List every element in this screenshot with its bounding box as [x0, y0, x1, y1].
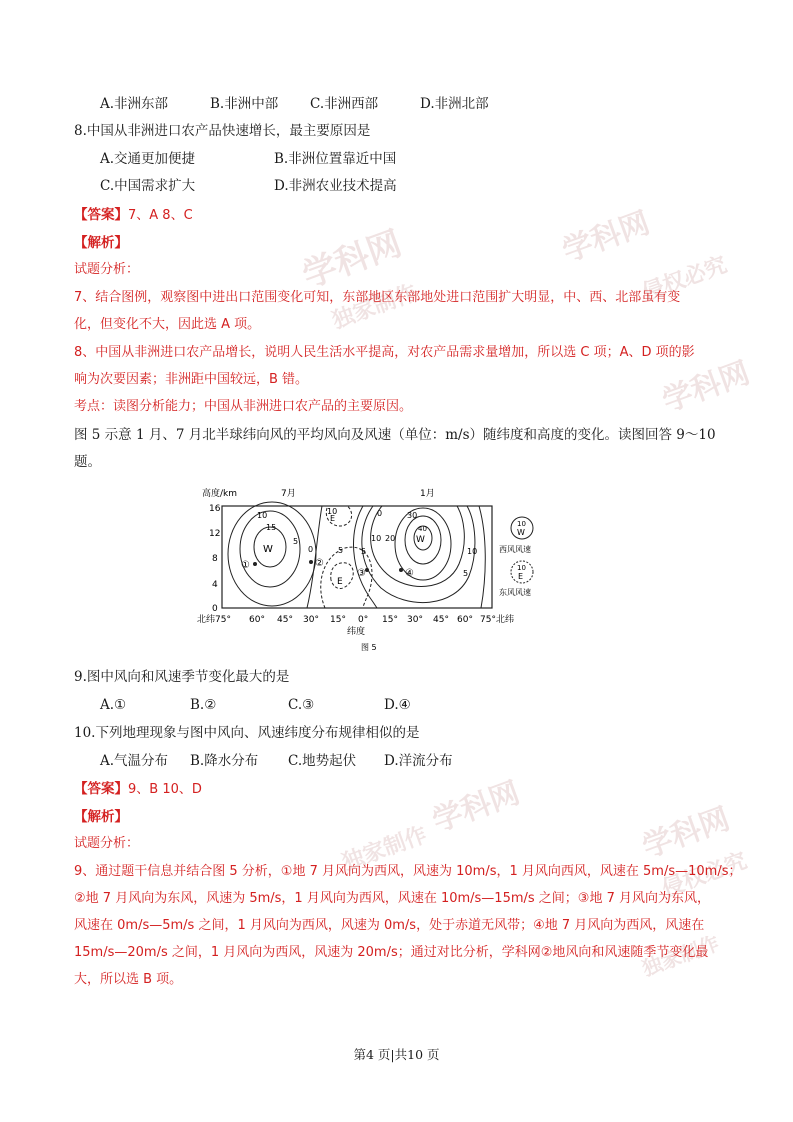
contour-value: 10 [327, 507, 338, 516]
contour-value: 15 [266, 523, 277, 532]
answer-text: 7、A 8、C [128, 208, 193, 223]
legend-east-text: 东风风速 [499, 588, 531, 597]
contour-value: 5 [361, 547, 367, 556]
analysis-label: 【解析】 [74, 809, 128, 825]
watermark-brand: 学科网 [427, 775, 525, 840]
q7-option-b: B.非洲中部 [210, 96, 279, 112]
q8-option-d: D.非洲农业技术提高 [274, 178, 397, 194]
figure-caption: 图 5 [361, 643, 377, 652]
explanation-7-line-1: 7、结合图例，观察图中进出口范围变化可知，东部地区东部地处进口范围扩大明显，中、西、北部虽有变 [74, 290, 681, 305]
x-tick: 30° [407, 615, 423, 625]
figure-intro-line-1: 图 5 示意 1 月、7 月北半球纬向风的平均风向及风速（单位：m/s）随纬度和高度的变化。读图回答 9～10 [74, 427, 716, 443]
contour-value: 20 [385, 534, 396, 543]
q10-option-a: A.气温分布 [100, 753, 169, 769]
q10-option-c: C.地势起伏 [288, 753, 357, 769]
exam-point-1: 考点：读图分析能力；中国从非洲进口农产品的主要原因。 [74, 399, 413, 414]
watermark-brand: 学科网 [637, 801, 735, 866]
y-tick: 4 [212, 580, 218, 590]
contour-value: 0 [377, 509, 383, 518]
explanation-9-line-5: 大，所以选 B 项。 [74, 972, 183, 987]
y-tick: 12 [209, 529, 221, 539]
contour-value: 5 [463, 569, 469, 578]
analysis-label: 【解析】 [74, 235, 128, 251]
explanation-7-line-2: 化，但变化不大，因此选 A 项。 [74, 317, 261, 332]
q7-option-a: A.非洲东部 [100, 96, 169, 112]
july-east-letter-upper: E [330, 514, 336, 523]
q8-option-a: A.交通更加便捷 [100, 151, 196, 167]
point-1-label: ① [241, 560, 250, 571]
x-tick: 30° [303, 615, 319, 625]
x-tick: 0° [358, 615, 369, 625]
x-tick: 15° [382, 615, 398, 625]
x-tick: 45° [433, 615, 449, 625]
q8-option-b: B.非洲位置靠近中国 [274, 151, 397, 167]
legend-west-value: 10 [517, 520, 526, 528]
x-tick: 75°北纬 [480, 615, 514, 625]
x-axis-title: 纬度 [347, 627, 366, 637]
y-axis-title: 高度/km [202, 489, 238, 499]
watermark-slogan: 独家制作 [329, 280, 421, 335]
contour-value: 5 [338, 546, 344, 555]
analysis-subtitle: 试题分析： [74, 836, 140, 851]
q7-option-c: C.非洲西部 [310, 96, 379, 112]
january-label: 1月 [420, 489, 435, 499]
point-2-label: ② [315, 558, 324, 569]
july-label: 7月 [281, 489, 296, 499]
contour-line [362, 506, 478, 603]
page-footer: 第4 页|共10 页 [353, 1047, 440, 1062]
figure-5-wind-diagram [197, 484, 557, 654]
q10-option-b: B.降水分布 [190, 753, 259, 769]
contour-value: 30 [407, 511, 418, 520]
y-tick: 0 [212, 604, 218, 614]
legend-east-value: 10 [517, 564, 526, 572]
point-marker [253, 562, 257, 566]
contour-line [307, 506, 322, 608]
watermark-rights: 侵权必究 [659, 848, 751, 903]
point-marker [399, 568, 403, 572]
explanation-9-line-2: ②地 7 月风向为东风，风速为 5m/s，1 月风向为西风，风速在 10m/s—15m/s 之间；③地 7 月风向为东风， [74, 891, 710, 906]
q10-option-d: D.洋流分布 [384, 753, 453, 769]
explanation-9-line-4: 15m/s—20m/s 之间，1 月风向为西风，风速为 20m/s；通过对比分析，学科网②地风向和风速随季节变化最 [74, 945, 709, 960]
watermark-slogan: 独家制作 [339, 822, 431, 877]
q9-option-c: C.③ [288, 697, 315, 713]
contour-value: 10 [371, 534, 382, 543]
watermark-brand: 学科网 [297, 223, 407, 297]
x-tick: 60° [249, 615, 265, 625]
contour-value: 40 [418, 525, 427, 533]
answer-line-2 [74, 780, 202, 799]
point-3-label: ③ [357, 568, 366, 579]
analysis-subtitle: 试题分析： [74, 262, 140, 277]
plot-frame [222, 506, 492, 608]
answer-line-1 [74, 206, 193, 225]
watermark-rights: 侵权必究 [639, 252, 731, 307]
answer-text: 9、B 10、D [128, 782, 202, 797]
watermark-brand: 学科网 [657, 355, 755, 420]
explanation-8-line-2: 响为次要因素；非洲距中国较远，B 错。 [74, 372, 309, 387]
answer-label: 【答案】 [74, 781, 128, 797]
legend-west-text: 西风风速 [499, 545, 531, 554]
y-tick: 8 [212, 554, 218, 564]
contour-line [371, 506, 465, 586]
q8-stem: 8.中国从非洲进口农产品快速增长，最主要原因是 [74, 123, 371, 139]
contour-value: 10 [467, 547, 478, 556]
contour-value: 0 [308, 545, 314, 554]
explanation-8-line-1: 8、中国从非洲进口农产品增长，说明人民生活水平提高，对农产品需求量增加，所以选 C 项；A、D 项的影 [74, 345, 695, 360]
contour-line [479, 506, 485, 608]
x-tick: 60° [457, 615, 473, 625]
q9-option-b: B.② [190, 697, 217, 713]
figure-intro-line-2: 题。 [74, 454, 101, 470]
explanation-9-line-1: 9、通过题干信息并结合图 5 分析，①地 7 月风向为西风，风速为 10m/s，1 月风向西风，风速在 5m/s—10m/s； [74, 864, 742, 879]
contour-value: 10 [257, 511, 268, 520]
watermark-slogan: 独家制作 [638, 930, 723, 981]
january-west-letter: W [416, 535, 425, 545]
q10-stem: 10.下列地理现象与图中风向、风速纬度分布规律相似的是 [74, 725, 420, 741]
x-tick: 15° [330, 615, 346, 625]
x-tick: 北纬75° [197, 615, 231, 625]
july-west-letter: W [263, 544, 273, 555]
q9-option-a: A.① [100, 697, 127, 713]
legend-west-letter: W [517, 528, 525, 537]
q9-stem: 9.图中风向和风速季节变化最大的是 [74, 669, 290, 685]
q8-option-c: C.中国需求扩大 [100, 178, 196, 194]
q9-option-d: D.④ [384, 697, 411, 713]
watermark-brand: 学科网 [557, 205, 655, 270]
contour-value: 5 [293, 537, 299, 546]
point-marker [309, 560, 313, 564]
answer-label: 【答案】 [74, 207, 128, 223]
y-tick: 16 [209, 504, 221, 514]
explanation-9-line-3: 风速在 0m/s—5m/s 之间，1 月风向为西风，风速为 0m/s，处于赤道无风带；④地 7 月风向为西风，风速在 [74, 918, 705, 933]
q7-option-d: D.非洲北部 [420, 96, 489, 112]
july-east-letter: E [337, 577, 343, 587]
x-tick: 45° [277, 615, 293, 625]
point-4-label: ④ [405, 568, 414, 579]
legend-east-letter: E [518, 572, 524, 581]
